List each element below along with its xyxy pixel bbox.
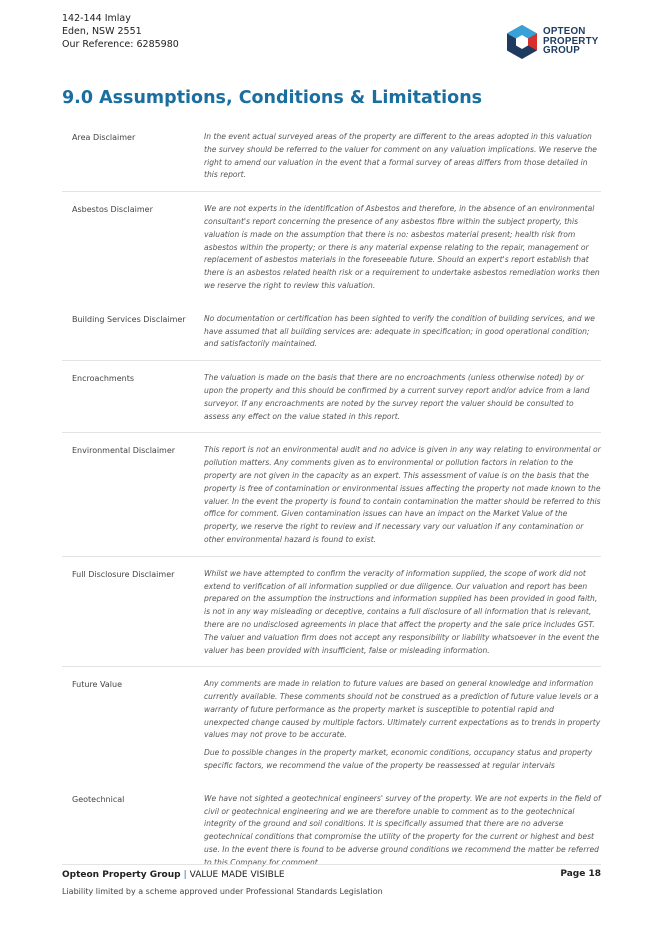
- reference-number: Our Reference: 6285980: [62, 39, 179, 50]
- liability-statement: Liability limited by a scheme approved under Professional Standards Legislation: [62, 887, 383, 896]
- disclaimer-label: Full Disclosure Disclaimer: [72, 569, 175, 579]
- page-number: Page 18: [560, 869, 601, 879]
- address-line-1: 142-144 Imlay: [62, 13, 131, 24]
- disclaimer-row-area: [62, 128, 601, 192]
- disclaimer-text: We are not experts in the identification of Asbestos and therefore, in the absence of an environmental consultant's report concerning the presence of any asbestos fibre within the subject property, this valuation is made on the assumption that there is no: asbestos material present; health risk from asbestos within the property; or there is any material expense relating to the repair, management or replacement of asbestos materials in the foreseeable future. Should an expert's report establish that there is an asbestos related health risk or a requirement to undertake asbestos remediation works then we reserve the right to review this valuation.: [204, 204, 600, 290]
- footer-brand: Opteon Property Group: [62, 870, 181, 880]
- disclaimer-label: Geotechnical: [72, 794, 125, 804]
- disclaimer-row-future-value: [62, 675, 601, 782]
- footer-separator: |: [183, 870, 187, 880]
- logo-wordmark: OPTEON PROPERTY GROUP: [543, 26, 599, 56]
- disclaimer-list: [62, 128, 601, 887]
- disclaimer-row-asbestos: [62, 200, 601, 302]
- disclaimer-row-building-services: [62, 310, 601, 361]
- disclaimer-text: Any comments are made in relation to future values are based on general knowledge and information currently available. These comments should not be construed as a prediction of future value levels or a warranty of future performance as the property market is susceptible to potential rapid and unexpected change caused by multiple factors. Ultimately current expectations as to trends in property values may not prove to be accurate.: [204, 679, 601, 740]
- disclaimer-label: Encroachments: [72, 374, 134, 384]
- opteon-logo: [505, 24, 605, 60]
- disclaimer-text: We have not sighted a geotechnical engineers' survey of the property. We are not experts in the field of civil or geotechnical engineering and we are therefore unable to comment as to the geotechnical integrity of the ground and soil conditions. It is specifically assumed that there are no adverse geotechnical conditions that compromise the utility of the property for the current or highest and best use. In the event there is found to be adverse ground conditions we recommend the matter be referred to this Company for comment.: [204, 793, 601, 867]
- disclaimer-text: No documentation or certification has been sighted to verify the condition of building services, and we have assumed that all building services are: adequate in specification; in good operational condition; and satisfactorily maintained.: [204, 313, 595, 349]
- section-title: 9.0 Assumptions, Conditions & Limitations: [62, 88, 483, 108]
- disclaimer-row-full-disclosure: [62, 565, 601, 668]
- disclaimer-row-environmental: [62, 441, 601, 556]
- header-address: [62, 12, 179, 51]
- disclaimer-label: Environmental Disclaimer: [72, 446, 176, 456]
- disclaimer-label: Asbestos Disclaimer: [72, 205, 153, 215]
- disclaimer-row-encroachments: [62, 369, 601, 433]
- disclaimer-label: Building Services Disclaimer: [72, 314, 186, 324]
- address-line-2: Eden, NSW 2551: [62, 26, 142, 37]
- opteon-logo-mark: [505, 24, 539, 60]
- disclaimer-label: Future Value: [72, 680, 122, 690]
- footer-brand-line: [62, 869, 601, 881]
- disclaimer-text: Due to possible changes in the property market, economic conditions, occupancy status and property specific factors, we recommend the value of the property be reassessed at regular intervals: [204, 748, 593, 771]
- page-footer: [62, 864, 601, 896]
- disclaimer-text: This report is not an environmental audit and no advice is given in any way relating to environmental or pollution matters. Any comments given as to environmental or pollution factors in relation to the property are not given in the capacity as an expert. This assessment of value is on the basis that the property is free of contamination or environmental issues affecting the property not made known to the valuer. In the event the property is found to contain contamination the matter should be referred to this office for comment. Given contamination issues can have an impact on the Market Value of the property, we reserve the right to review and if necessary vary our valuation if any contamination or other environmental hazard is found to exist.: [204, 445, 601, 544]
- disclaimer-text: Whilst we have attempted to confirm the veracity of information supplied, the scope of work did not extend to verification of all information supplied or due diligence. Our valuation and report has been prepared on the assumption the instructions and information supplied has been provided in good faith, is not in any way misleading or deceptive, contains a full disclosure of all information that is relevant, there are no undisclosed agreements in place that affect the property and the sale price includes GST. The valuer and valuation firm does not accept any responsibility or liability whatsoever in the event the valuer has been provided with insufficient, false or misleading information.: [204, 568, 600, 655]
- disclaimer-label: Area Disclaimer: [72, 133, 136, 142]
- footer-tagline: VALUE MADE VISIBLE: [189, 870, 285, 880]
- disclaimer-text: The valuation is made on the basis that there are no encroachments (unless otherwise noted) by or upon the property and this should be confirmed by a current survey report and/or advice from a land surveyor. If any encroachments are noted by the survey report the valuer should be consulted to assess any effect on the value stated in this report.: [204, 373, 590, 421]
- disclaimer-text: In the event actual surveyed areas of the property are different to the areas adopted in this valuation the survey should be referred to the valuer for comment on any valuation implications. We reserve the right to amend our valuation in the event that a formal survey of areas differs from those detailed in this report.: [204, 132, 597, 180]
